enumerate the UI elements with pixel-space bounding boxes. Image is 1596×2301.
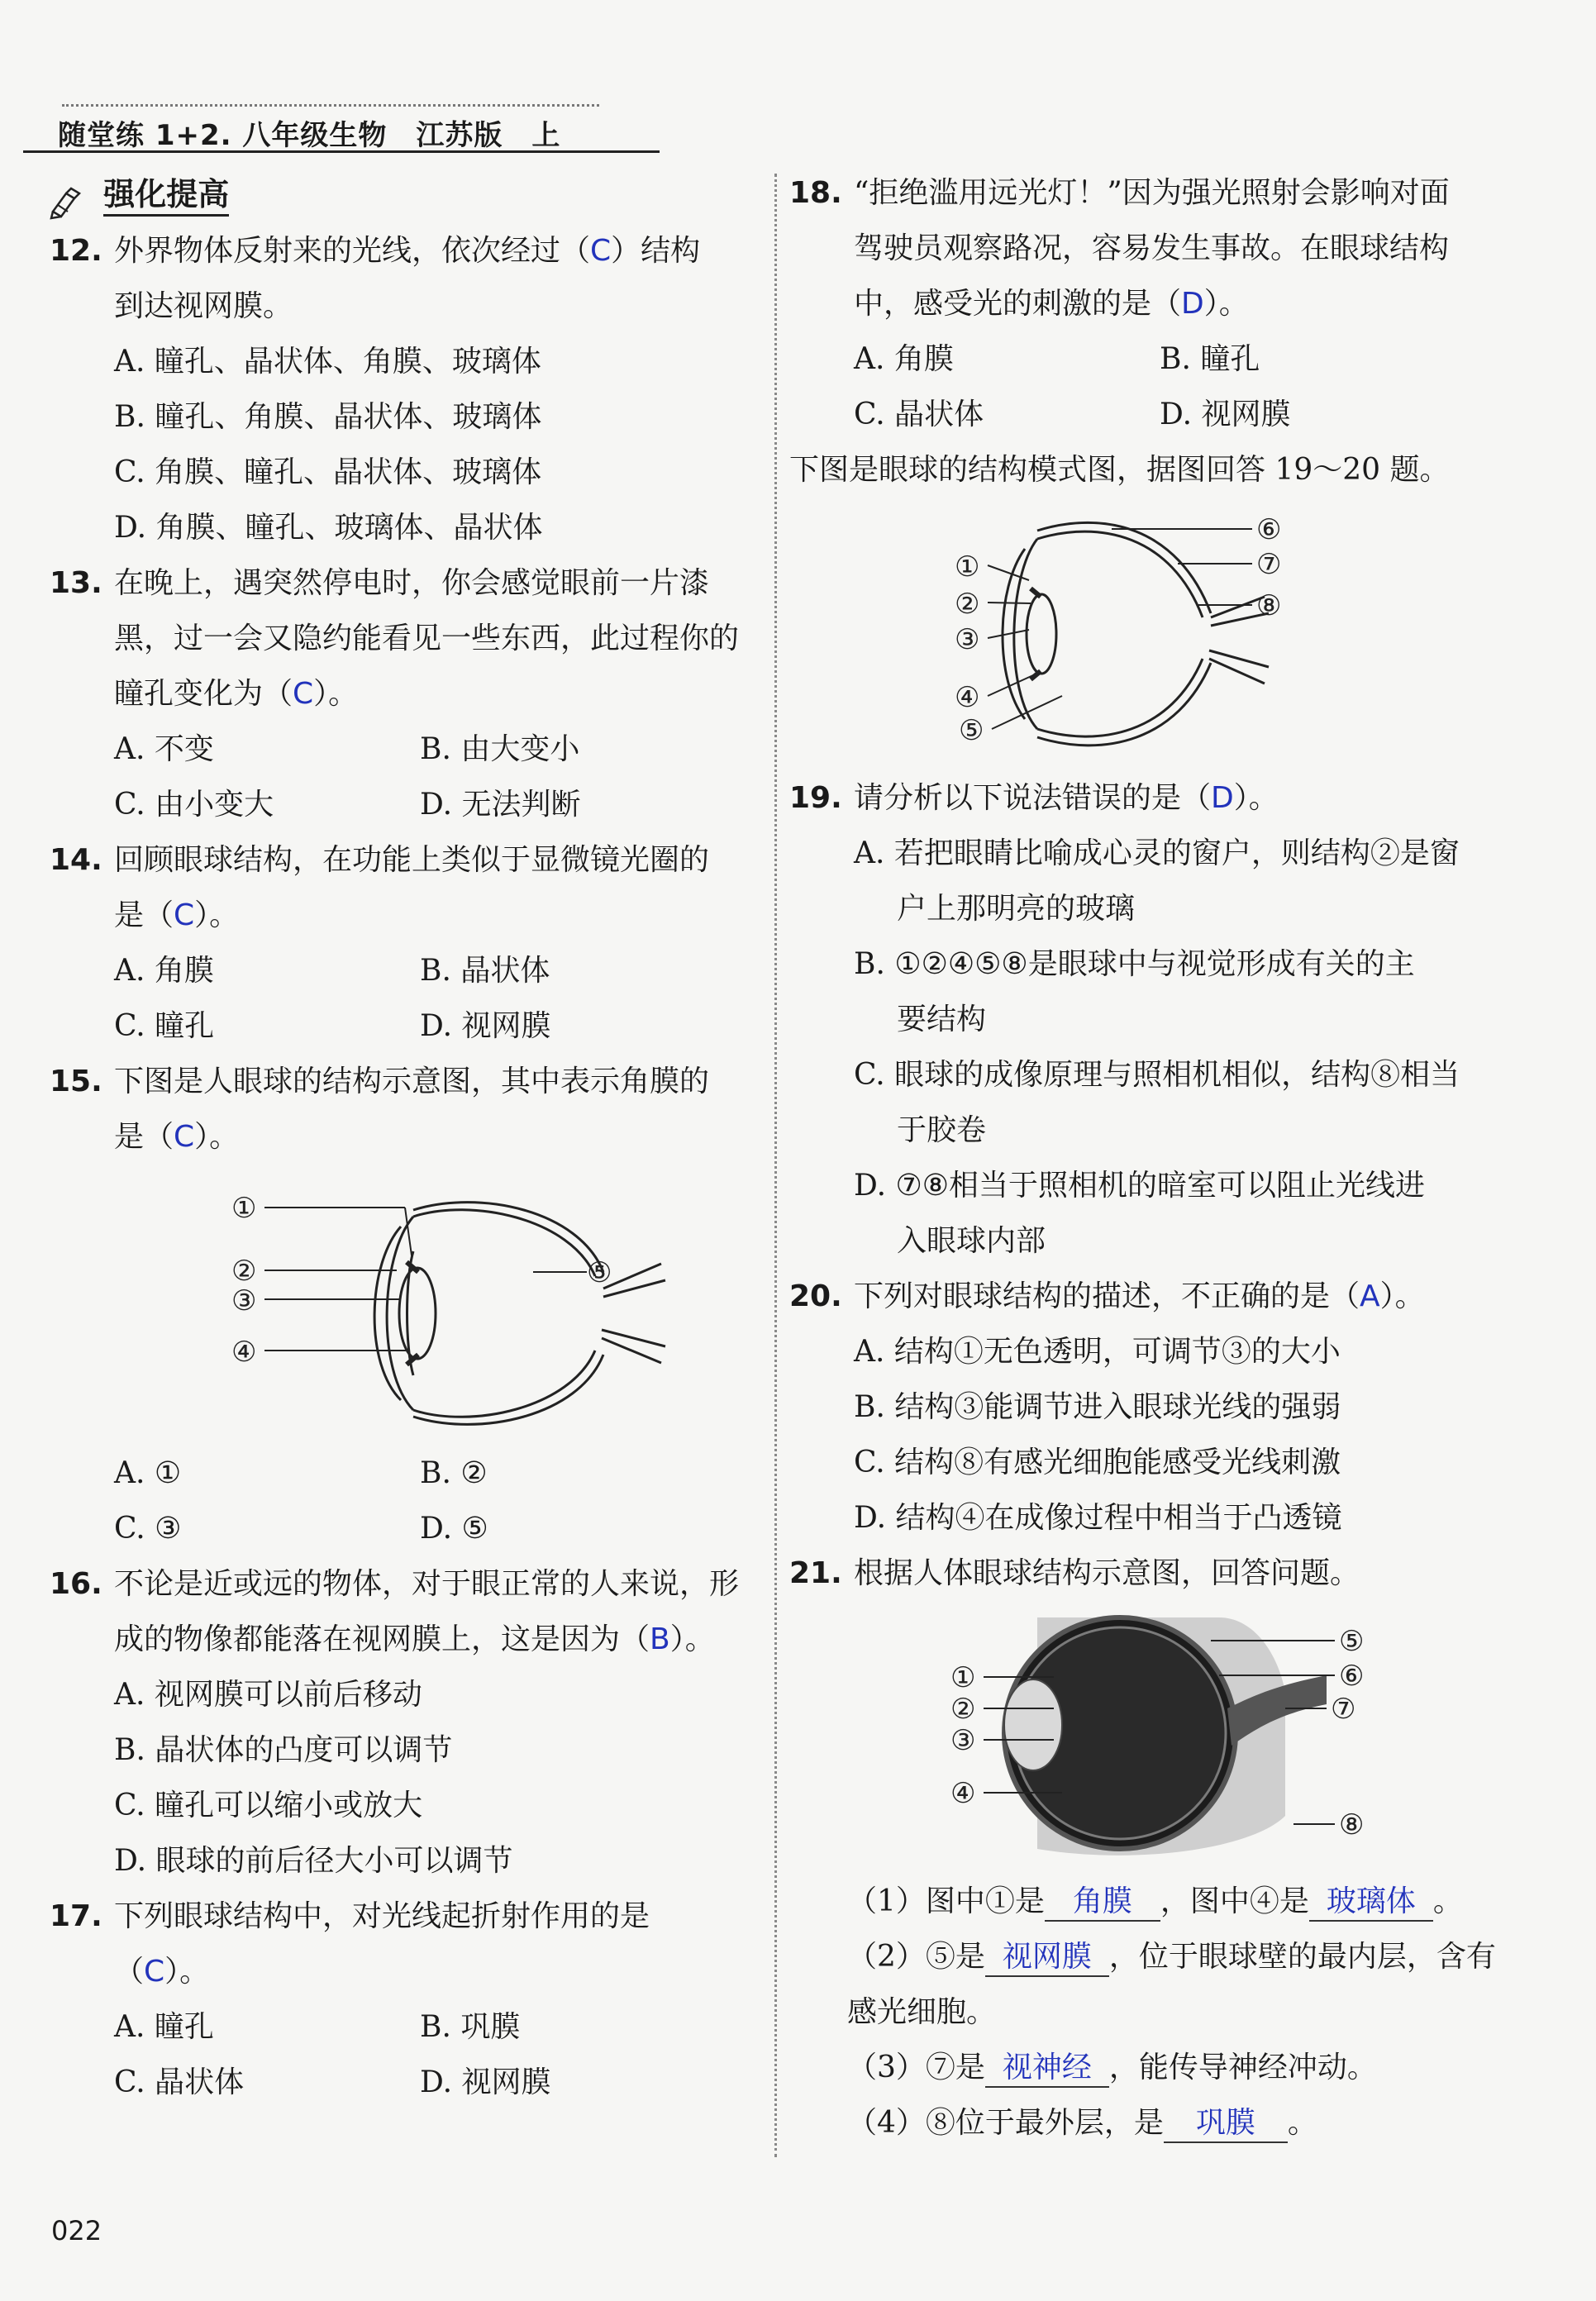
fig-label-4: ④ [231, 1336, 257, 1369]
option-a: A. 瞳孔 [114, 2010, 214, 2044]
question-text: ，图中④是 [1160, 1884, 1309, 1918]
question-17 [50, 1889, 760, 2110]
question-text: 。 [1432, 1884, 1463, 1918]
question-text: 成的物像都能落在视网膜上，这是因为（ [114, 1622, 650, 1656]
question-text: ）。 [194, 898, 240, 932]
option-c-cont: 于胶卷 [897, 1113, 987, 1147]
question-text: 下图是人眼球的结构示意图，其中表示角膜的 [114, 1065, 710, 1098]
fig-label-3: ③ [950, 1724, 976, 1757]
question-text: 下列对眼球结构的描述，不正确的是（ [854, 1279, 1360, 1313]
question-text: 下列眼球结构中，对光线起折射作用的是 [114, 1899, 650, 1933]
fig-label-4: ④ [950, 1777, 976, 1810]
question-text: 是（ [114, 898, 174, 932]
option-a: A. 若把眼睛比喻成心灵的窗户，则结构②是窗 [854, 836, 1460, 870]
question-number: 19. [789, 781, 842, 815]
question-text: （4）⑧位于最外层，是 [847, 2106, 1164, 2140]
question-text: 请分析以下说法错误的是（ [854, 781, 1212, 815]
question-text: ）。 [1379, 1279, 1425, 1313]
question-text: 到达视网膜。 [114, 289, 293, 323]
question-13 [50, 555, 760, 832]
option-a: A. 角膜 [114, 954, 214, 988]
fig-label-8: ⑧ [1256, 589, 1282, 622]
question-number: 13. [50, 566, 102, 600]
fig-label-1: ① [231, 1192, 257, 1225]
intro-19-20: 下图是眼球的结构模式图，据图回答 19～20 题。 [789, 453, 1450, 487]
fill-answer: 巩膜 [1164, 2105, 1288, 2143]
question-text: ，能传导神经冲动。 [1108, 2051, 1377, 2084]
option-d: D. 视网膜 [1160, 398, 1291, 431]
question-text: （1）图中①是 [847, 1884, 1045, 1918]
option-c: C. 晶状体 [114, 2065, 245, 2099]
left-column [50, 165, 760, 2110]
eye-diagram-19-20 [789, 498, 1517, 770]
option-d: D. 视网膜 [420, 1009, 551, 1043]
header-dotted-rule [62, 104, 599, 107]
question-text: ）。 [669, 1622, 715, 1656]
fig-label-1: ① [955, 550, 980, 584]
header-title: 随堂练 1+2. 八年级生物 江苏版 上 [58, 119, 561, 152]
question-number: 17. [50, 1899, 102, 1933]
question-text: ）。 [1233, 781, 1279, 815]
question-number: 12. [50, 234, 102, 268]
question-text: ）。 [1203, 287, 1249, 321]
option-c: C. 结构⑧有感光细胞能感受光线刺激 [854, 1446, 1341, 1479]
question-number: 16. [50, 1567, 102, 1601]
option-a: A. 结构①无色透明，可调节③的大小 [854, 1335, 1341, 1369]
answer-mark: D [1211, 781, 1234, 815]
question-text: （3）⑦是 [847, 2051, 985, 2084]
option-b: B. ①②④⑤⑧是眼球中与视觉形成有关的主 [854, 947, 1415, 981]
option-b: B. 由大变小 [420, 732, 580, 766]
page-number: 022 [51, 2215, 102, 2246]
answer-mark: C [144, 1955, 165, 1989]
question-number: 21. [789, 1556, 842, 1590]
question-text: 中，感受光的刺激的是（ [854, 287, 1182, 321]
question-text: 是（ [114, 1120, 174, 1154]
question-text: 外界物体反射来的光线，依次经过（ [114, 234, 591, 268]
question-text: 回顾眼球结构，在功能上类似于显微镜光圈的 [114, 843, 710, 877]
option-c: C. 由小变大 [114, 788, 274, 822]
option-b: B. 巩膜 [420, 2010, 521, 2044]
option-d: D. 结构④在成像过程中相当于凸透镜 [854, 1501, 1342, 1535]
option-b: B. 结构③能调节进入眼球光线的强弱 [854, 1390, 1341, 1424]
question-text: ）。 [194, 1120, 240, 1154]
fig-label-3: ③ [955, 623, 980, 656]
option-d: D. ⑤ [420, 1512, 488, 1546]
question-text: ，位于眼球壁的最内层，含有 [1108, 1940, 1496, 1974]
question-text: ）。 [313, 677, 359, 711]
question-text: ）结构 [611, 234, 701, 268]
option-d: D. 无法判断 [420, 788, 581, 822]
option-c: C. 瞳孔可以缩小或放大 [114, 1789, 423, 1822]
fig-label-7: ⑦ [1256, 548, 1282, 581]
question-12 [50, 223, 760, 555]
option-a: A. ① [114, 1456, 182, 1490]
header-rule [23, 150, 660, 153]
option-a: A. 不变 [114, 732, 214, 766]
option-d: D. 角膜、瞳孔、玻璃体、晶状体 [114, 511, 543, 545]
question-19 [789, 770, 1517, 1269]
option-d: D. ⑦⑧相当于照相机的暗室可以阻止光线进 [854, 1169, 1426, 1203]
question-text: （ [114, 1955, 145, 1989]
fig-label-7: ⑦ [1331, 1693, 1356, 1726]
fill-answer: 角膜 [1045, 1884, 1160, 1922]
question-20 [789, 1269, 1517, 1546]
option-c: C. 晶状体 [854, 398, 984, 431]
eye-diagram-q21 [789, 1601, 1517, 1874]
answer-mark: D [1181, 287, 1204, 321]
question-number: 15. [50, 1065, 102, 1098]
question-text: ）。 [164, 1955, 210, 1989]
option-d: D. 视网膜 [420, 2065, 551, 2099]
fig-label-5: ⑤ [1339, 1625, 1365, 1658]
question-text: 驾驶员观察路况，容易发生事故。在眼球结构 [854, 231, 1450, 265]
answer-mark: C [293, 677, 314, 711]
question-15 [50, 1054, 760, 1556]
option-b-cont: 要结构 [897, 1003, 987, 1036]
column-divider [774, 174, 777, 2157]
fill-answer: 视网膜 [985, 1939, 1109, 1977]
section-title: 强化提高 [103, 176, 229, 217]
option-c: C. ③ [114, 1512, 182, 1546]
option-a: A. 角膜 [854, 342, 954, 376]
answer-mark: C [174, 1120, 195, 1154]
question-number: 14. [50, 843, 102, 877]
option-b: B. 瞳孔 [1160, 342, 1260, 376]
fig-label-6: ⑥ [1339, 1660, 1365, 1693]
question-text: “拒绝滥用远光灯！”因为强光照射会影响对面 [854, 176, 1450, 210]
option-a: A. 瞳孔、晶状体、角膜、玻璃体 [114, 345, 541, 379]
option-c: C. 瞳孔 [114, 1009, 215, 1043]
fill-answer: 视神经 [985, 2050, 1109, 2088]
answer-mark: A [1360, 1279, 1380, 1313]
question-16 [50, 1556, 760, 1889]
eye-diagram-q15 [50, 1165, 760, 1446]
option-c: C. 眼球的成像原理与照相机相似，结构⑧相当 [854, 1058, 1460, 1092]
fig-label-2: ② [955, 588, 980, 621]
question-18 [789, 165, 1517, 442]
question-text: （2）⑤是 [847, 1940, 985, 1974]
question-text: 黑，过一会又隐约能看见一些东西，此过程你的 [114, 622, 740, 655]
question-text: 在晚上，遇突然停电时，你会感觉眼前一片漆 [114, 566, 710, 600]
question-text: 。 [1287, 2106, 1317, 2140]
pencil-book-icon [50, 180, 84, 213]
option-d: D. 眼球的前后径大小可以调节 [114, 1844, 513, 1878]
option-c: C. 角膜、瞳孔、晶状体、玻璃体 [114, 455, 542, 489]
option-a: A. 视网膜可以前后移动 [114, 1678, 422, 1712]
option-b: B. 晶状体 [420, 954, 550, 988]
fig-label-1: ① [950, 1661, 976, 1694]
fig-label-2: ② [950, 1693, 976, 1726]
fig-label-2: ② [231, 1255, 257, 1288]
question-text: 感光细胞。 [847, 1995, 997, 2029]
question-text: 根据人体眼球结构示意图，回答问题。 [854, 1556, 1360, 1590]
question-text: 不论是近或远的物体，对于眼正常的人来说，形 [114, 1567, 740, 1601]
option-b: B. 瞳孔、角膜、晶状体、玻璃体 [114, 400, 542, 434]
fig-label-5: ⑤ [959, 714, 984, 747]
question-21 [789, 1546, 1517, 2151]
answer-mark: C [590, 234, 612, 268]
question-number: 20. [789, 1279, 842, 1313]
option-b: B. ② [420, 1456, 488, 1490]
answer-mark: C [174, 898, 195, 932]
right-column [789, 165, 1517, 2151]
fig-label-4: ④ [955, 681, 980, 714]
option-d-cont: 入眼球内部 [897, 1224, 1046, 1258]
question-number: 18. [789, 176, 842, 210]
option-b: B. 晶状体的凸度可以调节 [114, 1733, 453, 1767]
option-a-cont: 户上那明亮的玻璃 [897, 892, 1136, 926]
answer-mark: B [650, 1622, 670, 1656]
fig-label-5: ⑤ [587, 1256, 612, 1289]
fill-answer: 玻璃体 [1309, 1884, 1433, 1922]
fig-label-6: ⑥ [1256, 513, 1282, 546]
question-14 [50, 832, 760, 1054]
fig-label-8: ⑧ [1339, 1808, 1365, 1841]
section-heading [50, 165, 760, 223]
question-text: 瞳孔变化为（ [114, 677, 293, 711]
fig-label-3: ③ [231, 1284, 257, 1317]
